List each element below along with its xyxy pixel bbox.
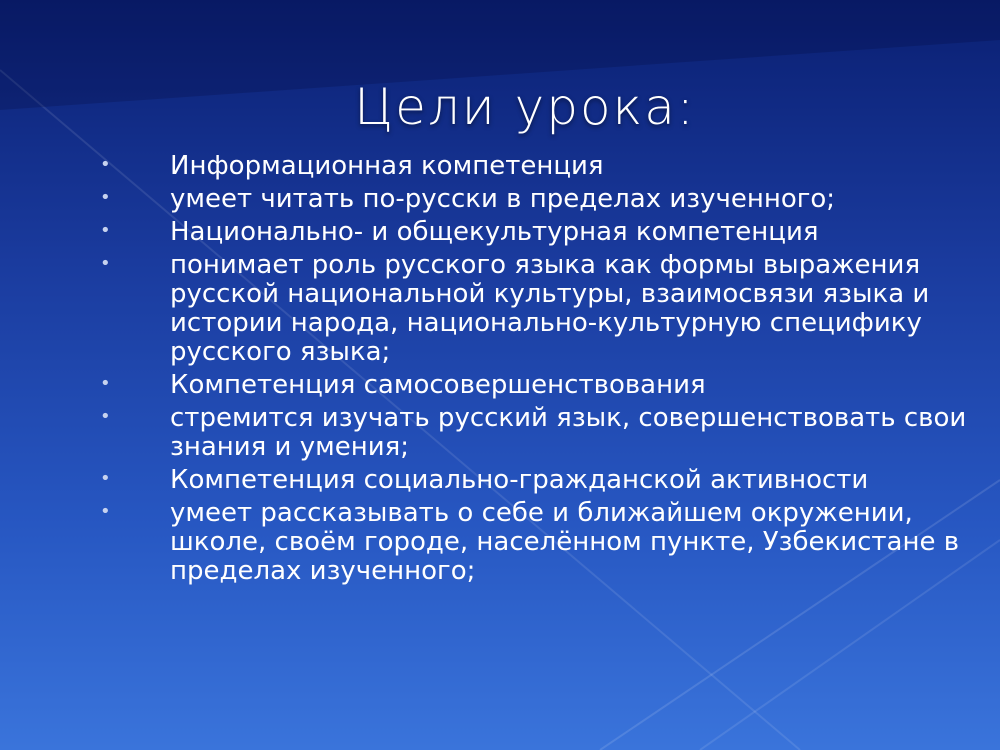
goal-text: понимает роль русского языка как формы выражения русской национальной культуры, взаимосвязи языка и истории народа, национально-культурную специфику русского языка; <box>170 250 930 367</box>
goal-text: Компетенция социально-гражданской активности <box>170 465 869 495</box>
bullet-dot-icon: • <box>100 187 111 208</box>
bullet-dot-icon: • <box>100 406 111 427</box>
goal-text: Национально- и общекультурная компетенция <box>170 217 819 247</box>
goal-text: Информационная компетенция <box>170 151 604 181</box>
goal-item <box>100 218 980 247</box>
goal-item <box>100 152 980 181</box>
goal-item <box>100 185 980 214</box>
goal-item <box>100 251 980 367</box>
goal-item <box>100 466 980 495</box>
bullet-dot-icon: • <box>100 220 111 241</box>
bullet-dot-icon: • <box>100 501 111 522</box>
goals-list <box>100 152 980 590</box>
bullet-dot-icon: • <box>100 468 111 489</box>
goal-text: умеет рассказывать о себе и ближайшем окружении, школе, своём городе, населённом пункте, Узбекистане в пределах изученного; <box>170 498 960 586</box>
goal-text: Компетенция самосовершенствования <box>170 370 706 400</box>
goal-item <box>100 499 980 586</box>
goal-item <box>100 404 980 462</box>
bullet-dot-icon: • <box>100 253 111 274</box>
slide-title: Цели урока: <box>354 78 696 136</box>
goal-item <box>100 371 980 400</box>
bullet-dot-icon: • <box>100 373 111 394</box>
goal-text: умеет читать по-русски в пределах изученного; <box>170 184 836 214</box>
bullet-dot-icon: • <box>100 154 111 175</box>
goal-text: стремится изучать русский язык, совершенствовать свои знания и умения; <box>170 403 967 462</box>
